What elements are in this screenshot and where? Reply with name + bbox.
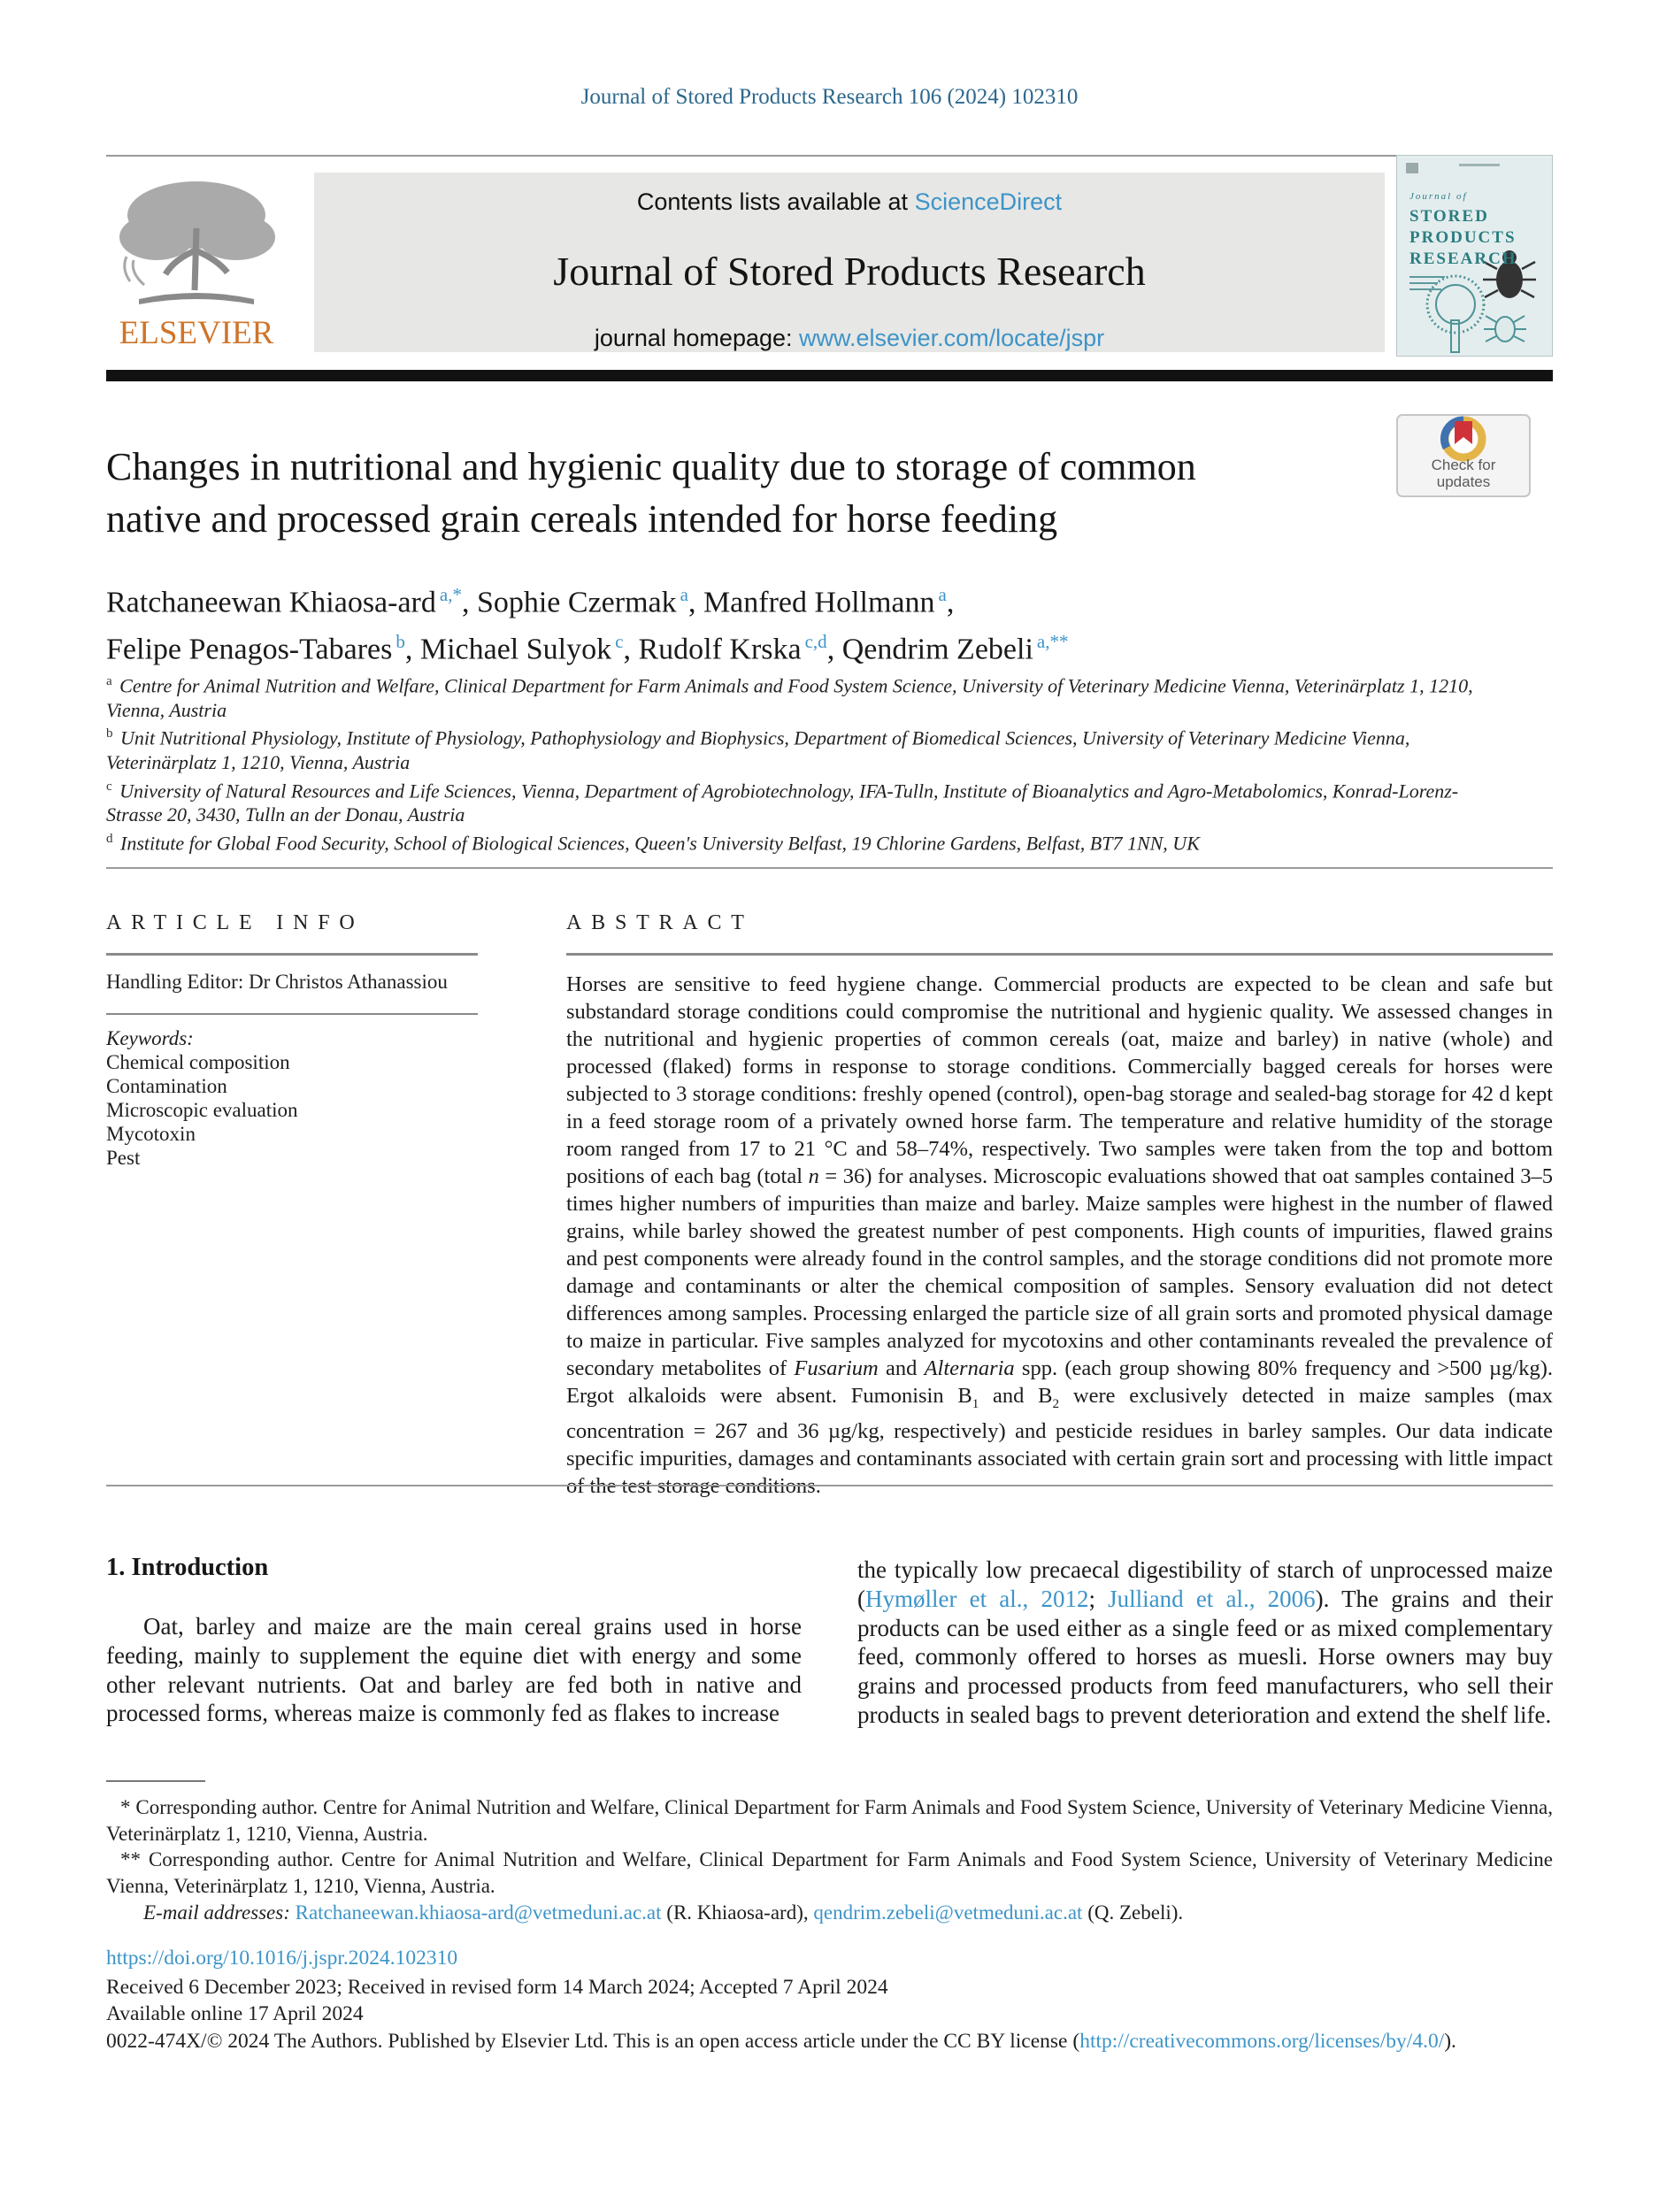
author-name: Michael Sulyok [419,633,612,666]
abstract-text: Horses are sensitive to feed hygiene change. Commercial products are expected to be clean and safe but substandard storage conditions could compromise the nutritional and hygienic quality. We assessed changes in the nutritional and hygienic properties of common cereals (oat, maize and barley) in native (whole) and processed (flaked) forms in response to storage conditions. Commercially bagged cereals for horses were subjected to 3 storage conditions: freshly opened (control), open-bag storage and sealed-bag storage for 42 d kept in a feed storage room of a privately owned horse farm. The temperature and relative humidity of the storage room ranged from 17 to 21 °C and 58–74%, respectively. Two samples were taken from the top and bottom positions of each bag (total n = 36) for analyses. Microscopic evaluations showed that oat samples contained 3–5 times higher numbers of impurities than maize and barley. Maize samples were highest in the number of flawed grains, while barley showed the greatest number of pest components. High counts of impurities, flawed grains and pest components were already found in the control samples, and the storage conditions did not promote more damage and contaminants or alter the chemical composition of samples. Sensory evaluation did not detect differences among samples. Processing enlarged the particle size of all grain sorts and promoted physical damage to maize in particular. Five samples analyzed for mycotoxins and other contaminants revealed the prevalence of secondary metabolites of Fusarium and Alternaria spp. (each group showing 80% frequency and >500 µg/kg). Ergot alkaloids were absent. Fumonisin $B_1$ and $B_2$ were exclusively detected in maize samples (max concentration = 267 and 36 µg/kg, respectively) and pesticide residues in barley samples. Our data indicate specific impurities, damages and contaminants associated with certain grain sort and processing with little impact of the test storage conditions. [566,972,1554,1498]
author-name: Sophie Czermak [476,586,677,619]
corresponding-author-footnote-1: * Corresponding author. Centre for Animal Nutrition and Welfare, Clinical Department for Farm Animals and Food System Science, University of Veterinary Medicine Vienna, Veterinärplatz 1, 1210, Vienna, Austria. [106,1796,1553,1845]
intro-paragraph-left: Oat, barley and maize are the main cereal grains used in horse feeding, mainly to supplement the equine diet with energy and some other relevant nutrients. Oat and barley are fed both in native and processed forms, whereas maize is commonly fed as flakes to increase [106,1613,802,1727]
cover-title-stored: STORED [1409,207,1489,226]
cover-editor-line [1409,276,1445,278]
italic-text: Fusarium [794,1356,879,1380]
journal-citation: Journal of Stored Products Research 106 (2024) 102310 [580,85,1079,109]
affiliation-item: $^c$ University of Natural Resources and Life Sciences, Vienna, Department of Agrobiotechnology, IFA-Tulln, Institute of Bioanalytics and Agro-Metabolomics, Konrad-Lorenz-Strasse 20, 3430, Tulln an der Donau, Austria [106,779,1459,826]
keyword-item: Contamination [106,1075,227,1097]
affiliations [106,670,1486,856]
article-meta-footer [106,1945,1553,2055]
author-name: Felipe Penagos-Tabares [106,633,393,666]
top-rule [106,155,1553,157]
author-name: Rudolf Krska [638,633,802,666]
keyword-item: Mycotoxin [106,1123,196,1145]
cover-title-research: RESEARCH [1409,250,1517,268]
homepage-line [314,325,1385,352]
abstract-bottom-rule [106,1485,1553,1486]
received-dates-line: Received 6 December 2023; Received in revised form 14 March 2024; Accepted 7 April 2024 [106,1975,888,1999]
homepage-link[interactable]: www.elsevier.com/locate/jspr [799,325,1105,351]
issn-license-line: 0022-474X/© 2024 The Authors. Published by Elsevier Ltd. This is an open access article under the CC BY license (http://creativecommons.org/licenses/by/4.0/). [106,2029,1456,2053]
elsevier-wordmark: ELSEVIER [119,315,274,351]
italic-text: Alternaria [924,1356,1015,1380]
available-online-line: Available online 17 April 2024 [106,2002,364,2025]
article-info-heading: ARTICLE INFO [106,911,365,934]
svg-text:Check for: Check for [1431,457,1496,473]
affiliations-rule [106,867,1553,869]
author-affiliation-sup: a [938,584,947,605]
text-link[interactable]: http://creativecommons.org/licenses/by/4.0/ [1079,2029,1445,2053]
author-name: Qendrim Zebeli [841,633,1033,666]
cover-editor-line [1409,282,1438,284]
affiliation-item: $^d$ Institute for Global Food Security, School of Biological Sciences, Queen's University Belfast, 19 Chlorine Gardens, Belfast, BT7 1NN, UK [106,831,1200,855]
affiliation-item: $^b$ Unit Nutritional Physiology, Institute of Physiology, Pathophysiology and Biophysics, Department of Biomedical Sciences, University of Veterinary Medicine Vienna, Veterinärplatz 1, 1210, Vienna, Austria [106,726,1410,774]
italic-text: E-mail addresses: [143,1901,290,1924]
footnote-rule [106,1780,205,1782]
journal-cover-thumbnail [1396,155,1553,357]
author-affiliation-sup: a,** [1036,631,1069,653]
email-addresses-line: E-mail addresses: Ratchaneewan.khiaosa-ard@vetmeduni.ac.at (R. Khiaosa-ard), qendrim.zebeli@vetmeduni.ac.at (Q. Zebeli). [143,1901,1184,1924]
contents-prefix: Contents lists available at [636,188,909,215]
text-link[interactable]: Ratchaneewan.khiaosa-ard@vetmeduni.ac.at [295,1901,662,1924]
introduction-section [106,1554,1553,1730]
abstract-column [566,911,1553,1500]
article-info-column [106,911,478,1500]
cover-title-products: PRODUCTS [1409,228,1517,247]
keyword-item: Microscopic evaluation [106,1099,298,1121]
article-title [106,441,1425,545]
text-link[interactable]: qendrim.zebeli@vetmeduni.ac.at [813,1901,1083,1924]
keyword-item: Chemical composition [106,1051,290,1073]
header-divider-bar [106,370,1553,381]
keywords-rule [106,1013,478,1015]
elsevier-logo [104,175,289,352]
article-title-line1: Changes in nutritional and hygienic quality due to storage of common [106,445,1196,488]
author-name: Manfred Hollmann [703,586,935,619]
doi-link[interactable]: https://doi.org/10.1016/j.jspr.2024.102310 [106,1947,458,1970]
author-affiliation-sup: c,d [804,631,827,653]
author-name: Ratchaneewan Khiaosa-ard [106,586,436,619]
author-line-1: Ratchaneewan Khiaosa-ard $^{a,*}$, Sophie Czermak $^a$, Manfred Hollmann $^a$, [106,584,955,619]
article-info-rule [106,953,478,956]
cover-journal-of: Journal of [1409,191,1468,202]
svg-text:updates: updates [1436,473,1491,490]
author-line-2: Felipe Penagos-Tabares $^b$, Michael Sulyok $^c$, Rudolf Krska $^{c,d}$, Qendrim Zebeli $^{a,**}$ [106,631,1069,666]
abstract-rule [566,953,1553,956]
affiliation-item: $^a$ Centre for Animal Nutrition and Welfare, Clinical Department for Farm Animals and Food System Science, University of Veterinary Medicine Vienna, Veterinärplatz 1, 1210, Vienna, Austria [106,674,1473,721]
intro-right-column [857,1554,1553,1730]
author-list [106,575,1425,670]
keyword-item: Pest [106,1147,141,1169]
intro-left-column [106,1554,802,1730]
journal-header-title: Journal of Stored Products Research [553,249,1146,294]
author-affiliation-sup: c [615,631,624,653]
author-affiliation-sup: b [396,631,405,653]
intro-paragraph-right: the typically low precaecal digestibility of starch of unprocessed maize (Hymøller et al., 2012; Julliand et al., 2006). The grains and their products can be used either as a single feed or as mixed complementary feed, commonly offered to horses as muesli. Horse owners may buy grains and processed products from feed manufacturers, who sell their products in sealed bags to prevent deterioration and extend the shelf life. [857,1556,1553,1728]
sciencedirect-link[interactable]: ScienceDirect [914,188,1063,215]
journal-header-panel [314,173,1385,352]
info-abstract-section [106,911,1553,1500]
homepage-prefix: journal homepage: [594,325,793,351]
text-link[interactable]: Julliand et al., 2006 [1108,1585,1316,1612]
contents-line [314,188,1385,216]
footnotes [106,1794,1553,1926]
author-affiliation-sup: a [680,584,688,605]
handling-editor: Handling Editor: Dr Christos Athanassiou [106,971,448,993]
abstract-heading: ABSTRACT [566,911,754,934]
text-link[interactable]: Hymøller et al., 2012 [865,1585,1089,1612]
cover-editor-line [1409,288,1441,290]
article-title-line2: native and processed grain cereals intended for horse feeding [106,497,1058,541]
introduction-heading: 1. Introduction [106,1554,269,1581]
keywords-label: Keywords: [106,1027,194,1049]
italic-text: n [808,1164,819,1188]
author-affiliation-sup: a,* [439,584,462,605]
keywords-list [106,1050,478,1170]
corresponding-author-footnote-2: ** Corresponding author. Centre for Animal Nutrition and Welfare, Clinical Department for Farm Animals and Food System Science, University of Veterinary Medicine Vienna, Veterinärplatz 1, 1210, Vienna, Austria. [106,1848,1553,1897]
